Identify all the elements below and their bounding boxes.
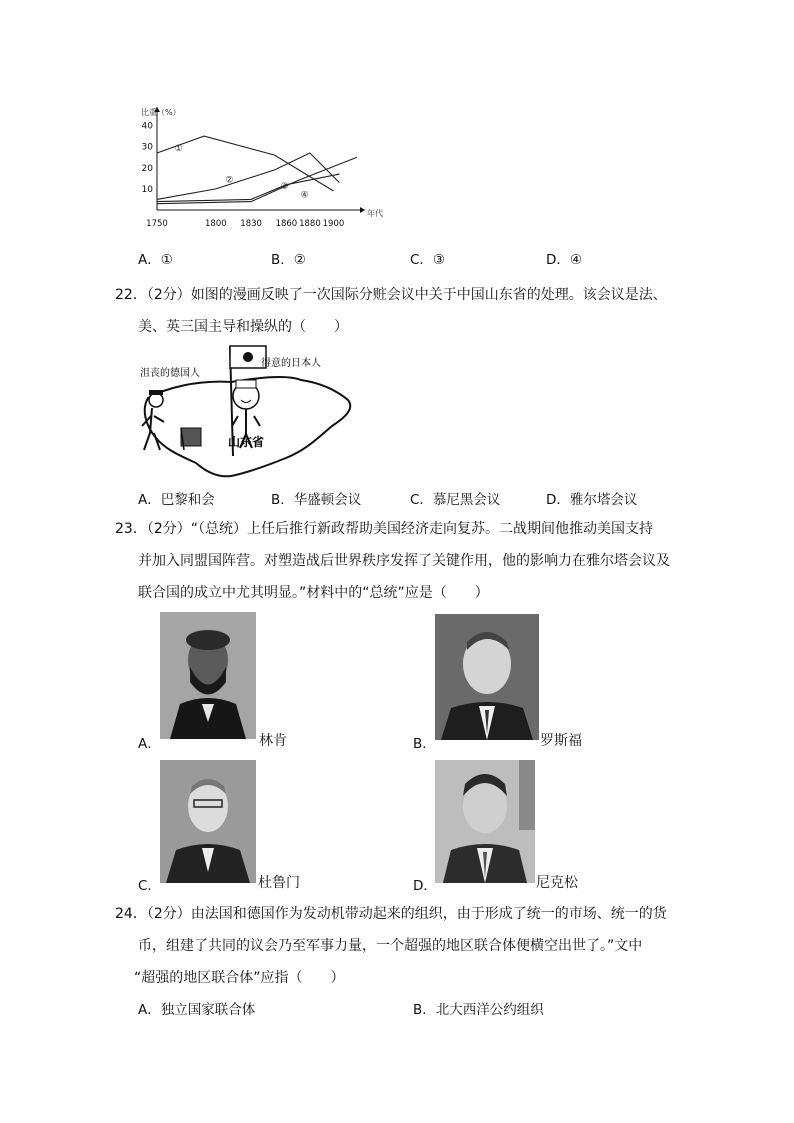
x-tick-label: 1750	[146, 219, 168, 229]
option-c-name[interactable]: 杜鲁门	[258, 875, 300, 891]
x-axis-label: 年代	[367, 209, 383, 218]
question-24	[115, 898, 667, 994]
x-tick-label: 1860	[275, 219, 298, 229]
option-b-name[interactable]: 罗斯福	[540, 733, 582, 749]
series-line-2	[157, 153, 339, 199]
option-a[interactable]: A．巴黎和会	[138, 492, 215, 508]
option-b[interactable]: B．华盛顿会议	[271, 492, 362, 508]
x-tick-label: 1900	[322, 219, 345, 229]
option-d-letter[interactable]: D．	[413, 878, 437, 894]
x-tick-label: 1880	[299, 219, 321, 229]
option-c[interactable]: C．③	[410, 252, 446, 268]
label-japanese: 得意的日本人	[261, 358, 321, 369]
portrait-roosevelt	[435, 614, 539, 740]
x-tick-label: 1830	[240, 219, 262, 229]
y-tick-label: 40	[141, 121, 153, 132]
question-22	[115, 279, 667, 343]
shandong-cartoon	[136, 338, 366, 483]
option-a-letter[interactable]: A．	[138, 736, 161, 752]
question-24-line-3: “超强的地区联合体”应指（ ）	[134, 970, 345, 986]
y-tick-label: 30	[141, 142, 153, 153]
label-shandong: 山东省	[228, 435, 265, 449]
series-label-4: ④	[300, 190, 309, 201]
series-label-1: ①	[174, 143, 183, 154]
series-label-3: ③	[280, 181, 289, 192]
option-b-letter[interactable]: B．	[413, 736, 436, 752]
question-23	[115, 513, 670, 609]
question-24-line-1: 24．（2分）由法国和德国作为发动机带动起来的组织，由于形成了统一的市场、统一的货	[115, 906, 667, 922]
option-d[interactable]: D．雅尔塔会议	[546, 492, 638, 508]
option-d-name[interactable]: 尼克松	[536, 875, 578, 891]
chart-labels	[141, 107, 383, 229]
question-23-line-1: 23．（2分）“（总统）上任后推行新政帮助美国经济走向复苏。二战期间他推动美国支持	[115, 521, 653, 537]
option-b[interactable]: B．②	[271, 252, 306, 268]
option-b[interactable]: B．北大西洋公约组织	[413, 1002, 544, 1018]
chart-series	[157, 136, 357, 204]
x-axis-arrow	[360, 207, 365, 213]
option-c-letter[interactable]: C．	[138, 878, 161, 894]
question-22-line-1: 22．（2分）如图的漫画反映了一次国际分赃会议中关于中国山东省的处理。该会议是法、	[115, 287, 667, 303]
option-d[interactable]: D．④	[546, 252, 582, 268]
option-c[interactable]: C．慕尼黑会议	[410, 492, 501, 508]
option-a-name[interactable]: 林肯	[259, 733, 287, 749]
y-tick-label: 10	[141, 184, 153, 195]
y-tick-label: 20	[141, 163, 153, 174]
x-tick-label: 1800	[205, 219, 227, 229]
portrait-truman	[160, 760, 256, 883]
option-a[interactable]: A．独立国家联合体	[138, 1002, 256, 1018]
line-chart	[135, 100, 383, 240]
series-label-2: ②	[225, 175, 234, 186]
y-axis-label: 比重（%）	[141, 108, 181, 117]
chart-axes	[154, 107, 365, 213]
portrait-nixon	[435, 760, 535, 883]
question-24-line-2: 币，组建了共同的议会乃至军事力量，一个超强的地区联合体便横空出世了。”文中	[138, 938, 643, 954]
question-23-line-2: 并加入同盟国阵营。对塑造战后世界秩序发挥了关键作用，他的影响力在雅尔塔会议及	[138, 553, 670, 569]
label-german: 沮丧的德国人	[140, 368, 200, 379]
question-22-line-2: 美、英三国主导和操纵的（ ）	[138, 319, 348, 335]
series-line-1	[157, 136, 334, 191]
option-a[interactable]: A．①	[138, 252, 173, 268]
portrait-lincoln	[160, 612, 256, 739]
question-23-line-3: 联合国的成立中尤其明显。”材料中的“总统”应是（ ）	[138, 585, 489, 601]
